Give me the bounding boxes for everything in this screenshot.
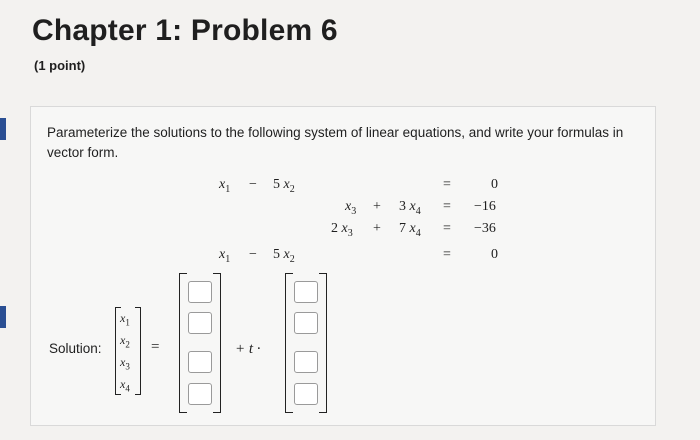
rhs-row1: 0 — [491, 177, 498, 192]
dir-vector-left-bracket — [285, 273, 293, 413]
problem-card — [30, 106, 656, 426]
var-x4: $x_4$ — [120, 377, 130, 394]
page-title: Chapter 1: Problem 6 — [32, 14, 338, 47]
direction-input-1[interactable] — [294, 281, 318, 303]
constant-input-1[interactable] — [188, 281, 212, 303]
op-minus-row4: − — [249, 247, 257, 262]
op-plus-row3: + — [373, 221, 381, 236]
constant-input-4[interactable] — [188, 383, 212, 405]
eq-row4: = — [443, 247, 451, 262]
eq-row1: = — [443, 177, 451, 192]
problem-prompt: Parameterize the solutions to the following system of linear equations, and write your formulas in vector form. — [47, 125, 624, 160]
term-x1-row4: $x_1$ — [219, 247, 231, 265]
term-7x4-row3: 7 $x_4$ — [399, 221, 421, 239]
term-x3-row2: $x_3$ — [345, 199, 357, 217]
var-vector-right-bracket — [135, 307, 141, 395]
const-vector-right-bracket — [213, 273, 221, 413]
constant-input-3[interactable] — [188, 351, 212, 373]
var-x3: $x_3$ — [120, 355, 130, 372]
term-5x2-row4: 5 $x_2$ — [273, 247, 295, 265]
const-vector-left-bracket — [179, 273, 187, 413]
term-x1-row1: $x_1$ — [219, 177, 231, 195]
direction-input-3[interactable] — [294, 351, 318, 373]
eq-row2: = — [443, 199, 451, 214]
rhs-row2: −16 — [474, 199, 496, 214]
rhs-row3: −36 — [474, 221, 496, 236]
var-x2: $x_2$ — [120, 333, 130, 350]
dir-vector-right-bracket — [319, 273, 327, 413]
plus-t-label: + t · — [235, 341, 261, 357]
solution-label: Solution: — [49, 341, 102, 356]
left-marker-top — [0, 118, 6, 140]
equals-sign: = — [151, 339, 160, 355]
term-2x3-row3: 2 $x_3$ — [331, 221, 353, 239]
var-x1: $x_1$ — [120, 311, 130, 328]
term-3x4-row2: 3 $x_4$ — [399, 199, 421, 217]
direction-input-2[interactable] — [294, 312, 318, 334]
op-minus-row1: − — [249, 177, 257, 192]
left-marker-bottom — [0, 306, 6, 328]
direction-input-4[interactable] — [294, 383, 318, 405]
linear-system — [31, 107, 657, 267]
rhs-row4: 0 — [491, 247, 498, 262]
op-plus-row2: + — [373, 199, 381, 214]
term-5x2-row1: 5 $x_2$ — [273, 177, 295, 195]
eq-row3: = — [443, 221, 451, 236]
constant-input-2[interactable] — [188, 312, 212, 334]
points-label: (1 point) — [34, 58, 86, 73]
